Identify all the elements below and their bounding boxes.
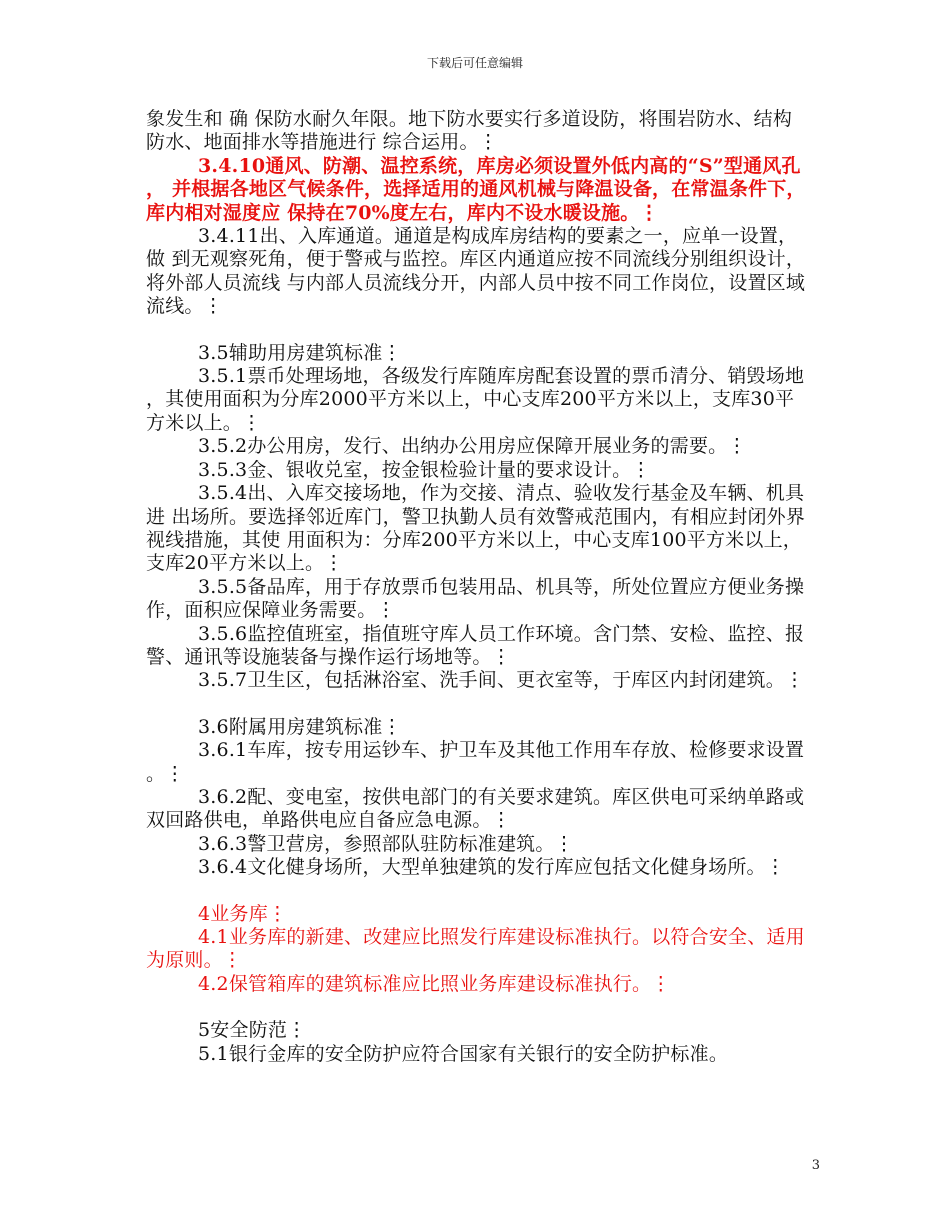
paragraph-3-5-7: 3.5.7卫生区，包括淋浴室、洗手间、更衣室等，于库区内封闭建筑。⋮: [198, 669, 805, 692]
document-body: [146, 108, 812, 1066]
paragraph-3-6-2: 3.6.2配、变电室，按供电部门的有关要求建筑。库区供电可采纳单路或 双回路供电，单路供电应自备应急电源。⋮: [146, 785, 811, 832]
heading-3-6: 3.6附属用房建筑标准⋮: [198, 715, 402, 738]
paragraph-3-5-6: 3.5.6监控值班室，指值班守库人员工作环境。含门禁、安检、监控、报 警、通讯等设施装备与操作运行场地等。⋮: [146, 622, 811, 668]
paragraph-5-1: 5.1银行金库的安全防护应符合国家有关银行的安全防护标准。: [198, 1042, 729, 1065]
paragraph-3-5-5: 3.5.5备品库，用于存放票币包装用品、机具等，所处位置应方便业务操 作，面积应保障业务需要。⋮: [146, 575, 811, 622]
heading-4-business-vault: 4业务库⋮: [198, 902, 288, 925]
paragraph-3-6-3: 3.6.3警卫营房，参照部队驻防标准建筑。⋮: [198, 832, 574, 855]
paragraph-3-4-10-ventilation: 3.4.10通风、防潮、温控系统，库房必须设置外低内高的“S”型通风孔 ， 并根据各地区气候条件，选择适用的通风机械与降温设备，在常温条件下，库内相对湿度应 保持在70%度左右，库内不设水暖设施。⋮: [146, 154, 808, 224]
paragraph-3-6-4: 3.6.4文化健身场所，大型单独建筑的发行库应包括文化健身场所。⋮: [198, 856, 785, 879]
heading-3-5: 3.5辅助用房建筑标准⋮: [198, 341, 402, 364]
paragraph-4-2: 4.2保管箱库的建筑标准应比照业务库建设标准执行。⋮: [198, 972, 671, 995]
paragraph-3-5-1: 3.5.1票币处理场地，各级发行库随库房配套设置的票币清分、销毁场地 ，其使用面积为分库2000平方米以上，中心支库200平方米以上，支库30平方米以上。⋮: [146, 365, 811, 434]
page-number: 3: [811, 1158, 820, 1173]
paragraph-3-4-11-passage: 3.4.11出、入库通道。通道是构成库房结构的要素之一，应单一设置， 做 到无观察死角，便于警戒与监控。库区内通道应按不同流线分别组织设计，将外部人员流线 与内部人员流线分开，内部人员中按不同工作岗位，设置区域流线。⋮: [146, 225, 806, 318]
paragraph-3-6-1: 3.6.1车库，按专用运钞车、护卫车及其他工作用车存放、检修要求设置 。⋮: [146, 739, 811, 785]
paragraph-4-1: 4.1业务库的新建、改建应比照发行库建设标准执行。以符合安全、适用 为原则。⋮: [146, 926, 812, 972]
paragraph-3-5-3: 3.5.3金、银收兑室，按金银检验计量的要求设计。⋮: [198, 458, 651, 481]
paragraph-waterproofing-continued: 象发生和 确 保防水耐久年限。地下防水要实行多道设防，将围岩防水、结构防水、地面排水等措施进行 综合运用。⋮: [146, 108, 793, 154]
page-header: 下载后可任意编辑: [426, 56, 523, 70]
heading-5-security: 5安全防范⋮: [198, 1019, 307, 1042]
paragraph-3-5-4: 3.5.4出、入库交接场地，作为交接、清点、验收发行基金及车辆、机具 进 出场所。要选择邻近库门，警卫执勤人员有效警戒范围内，有相应封闭外界视线措施，其使 用面积为：分库200平方米以上，中心支库100平方米以上，支库20平方米以上。⋮: [146, 482, 811, 575]
paragraph-3-5-2: 3.5.2办公用房，发行、出纳办公用房应保障开展业务的需要。⋮: [198, 435, 747, 458]
